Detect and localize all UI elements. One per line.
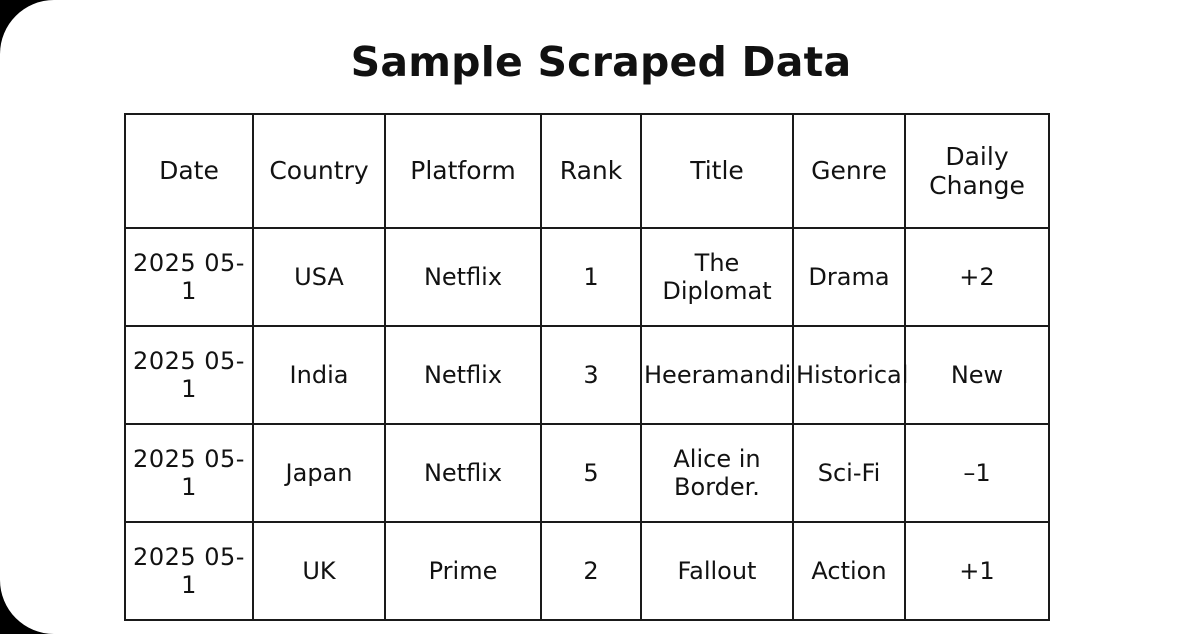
cell-rank: 2 bbox=[541, 522, 641, 620]
cell-genre: Sci-Fi bbox=[793, 424, 905, 522]
cell-genre: Drama bbox=[793, 228, 905, 326]
table-body bbox=[125, 228, 1049, 620]
cell-title: Heeramandi bbox=[641, 326, 793, 424]
cell-country: UK bbox=[253, 522, 385, 620]
table-row bbox=[125, 228, 1049, 326]
column-header-title: Title bbox=[641, 114, 793, 228]
cell-title: The Diplomat bbox=[641, 228, 793, 326]
column-header-rank: Rank bbox=[541, 114, 641, 228]
cell-rank: 3 bbox=[541, 326, 641, 424]
cell-daily-change: +1 bbox=[905, 522, 1049, 620]
cell-title: Alice in Border. bbox=[641, 424, 793, 522]
column-header-genre: Genre bbox=[793, 114, 905, 228]
table-row bbox=[125, 424, 1049, 522]
column-header-daily-change: Daily Change bbox=[905, 114, 1049, 228]
cell-country: Japan bbox=[253, 424, 385, 522]
cell-date: 2025 05-1 bbox=[125, 228, 253, 326]
cell-daily-change: New bbox=[905, 326, 1049, 424]
cell-daily-change: +2 bbox=[905, 228, 1049, 326]
cell-date: 2025 05-1 bbox=[125, 522, 253, 620]
cell-platform: Netflix bbox=[385, 326, 541, 424]
column-header-country: Country bbox=[253, 114, 385, 228]
cell-genre: Historical bbox=[793, 326, 905, 424]
cell-platform: Netflix bbox=[385, 228, 541, 326]
cell-platform: Prime bbox=[385, 522, 541, 620]
table-header-row bbox=[125, 114, 1049, 228]
data-table-container bbox=[124, 113, 1048, 621]
cell-daily-change: –1 bbox=[905, 424, 1049, 522]
cell-country: USA bbox=[253, 228, 385, 326]
cell-title: Fallout bbox=[641, 522, 793, 620]
column-header-date: Date bbox=[125, 114, 253, 228]
cell-country: India bbox=[253, 326, 385, 424]
column-header-platform: Platform bbox=[385, 114, 541, 228]
cell-platform: Netflix bbox=[385, 424, 541, 522]
cell-genre: Action bbox=[793, 522, 905, 620]
cell-rank: 5 bbox=[541, 424, 641, 522]
cell-rank: 1 bbox=[541, 228, 641, 326]
table-header bbox=[125, 114, 1049, 228]
page-title: Sample Scraped Data bbox=[350, 38, 852, 86]
scraped-data-table bbox=[124, 113, 1050, 621]
table-row bbox=[125, 522, 1049, 620]
cell-date: 2025 05-1 bbox=[125, 326, 253, 424]
table-row bbox=[125, 326, 1049, 424]
cell-date: 2025 05-1 bbox=[125, 424, 253, 522]
